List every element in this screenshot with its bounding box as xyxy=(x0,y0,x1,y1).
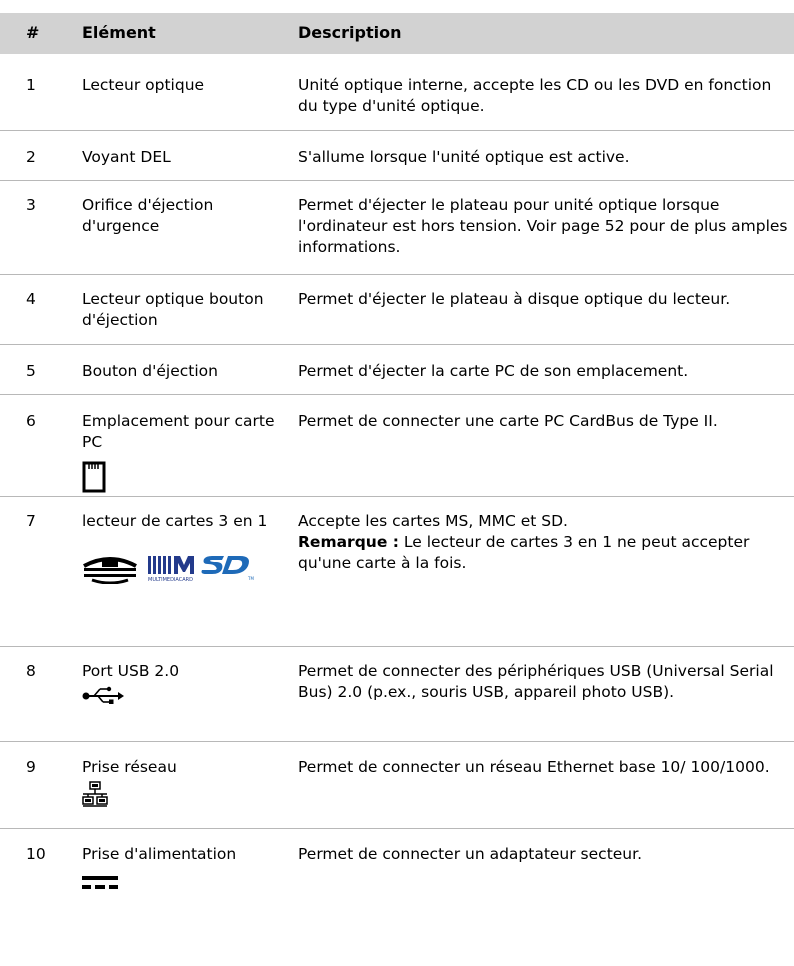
row-num: 9 xyxy=(26,758,36,776)
row-element-label: Prise réseau xyxy=(82,758,177,776)
row-num: 10 xyxy=(26,845,46,863)
row-num: 8 xyxy=(26,662,36,680)
row-element xyxy=(82,411,282,493)
pc-card-icon xyxy=(82,461,106,493)
memory-stick-logo-icon xyxy=(84,558,136,583)
row-num: 4 xyxy=(26,290,36,308)
row-element: Lecteur optique xyxy=(82,76,205,94)
row-description: Permet de connecter un réseau Ethernet base 10/ 100/1000. xyxy=(298,758,770,776)
svg-text:TM: TM xyxy=(248,576,254,581)
row-element: Orifice d'éjection d'urgence xyxy=(82,196,214,235)
row-divider xyxy=(0,646,794,647)
row-element-label: Prise d'alimentation xyxy=(82,845,237,863)
table-header xyxy=(0,13,794,54)
row-description: Permet d'éjecter le plateau pour unité optique lorsque l'ordinateur est hors tension. Voir page 52 pour de plus amples informations. xyxy=(298,196,788,256)
row-description: Permet de connecter une carte PC CardBus de Type II. xyxy=(298,412,718,430)
sd-logo-icon xyxy=(202,556,255,581)
row-element: Bouton d'éjection xyxy=(82,362,218,380)
row-description: Permet de connecter un adaptateur secteur. xyxy=(298,845,643,863)
row-description: Permet d'éjecter le plateau à disque optique du lecteur. xyxy=(298,290,731,308)
row-description: Permet de connecter des périphériques USB (Universal Serial Bus) 2.0 (p.ex., souris USB, appareil photo USB). xyxy=(298,662,774,701)
header-num: # xyxy=(26,23,40,42)
row-description: Permet d'éjecter la carte PC de son emplacement. xyxy=(298,362,689,380)
row-num: 7 xyxy=(26,512,36,530)
row-divider xyxy=(0,741,794,742)
row-num: 3 xyxy=(26,196,36,214)
row-num: 6 xyxy=(26,412,36,430)
header-description: Description xyxy=(298,23,402,42)
row-divider xyxy=(0,496,794,497)
memory-card-logos-icon xyxy=(82,550,282,584)
row-divider xyxy=(0,828,794,829)
row-element-label: Port USB 2.0 xyxy=(82,662,180,680)
row-description-text: Accepte les cartes MS, MMC et SD. xyxy=(298,512,568,530)
row-num: 2 xyxy=(26,148,36,166)
row-element: Voyant DEL xyxy=(82,148,171,166)
row-num: 5 xyxy=(26,362,36,380)
row-description xyxy=(298,511,790,574)
row-element: Lecteur optique bouton d'éjection xyxy=(82,290,264,329)
row-divider xyxy=(0,394,794,395)
row-divider xyxy=(0,130,794,131)
row-element xyxy=(82,757,282,807)
usb-icon xyxy=(82,686,124,704)
note-text: Le lecteur de cartes 3 en 1 ne peut accepter qu'une carte à la fois. xyxy=(298,533,750,572)
row-element xyxy=(82,844,282,891)
row-description: S'allume lorsque l'unité optique est active. xyxy=(298,148,630,166)
svg-text:MULTIMEDIACARD: MULTIMEDIACARD xyxy=(148,577,193,583)
network-icon xyxy=(82,781,108,807)
note-label: Remarque : xyxy=(298,533,399,551)
row-description: Unité optique interne, accepte les CD ou les DVD en fonction du type d'unité optique. xyxy=(298,76,772,115)
row-element xyxy=(82,661,282,704)
row-num: 1 xyxy=(26,76,36,94)
row-element-label: lecteur de cartes 3 en 1 xyxy=(82,512,268,530)
row-element xyxy=(82,511,282,584)
header-element: Elément xyxy=(82,23,156,42)
row-element-label: Emplacement pour carte PC xyxy=(82,412,275,451)
row-divider xyxy=(0,180,794,181)
row-divider xyxy=(0,274,794,275)
dc-power-icon xyxy=(82,875,118,891)
mmc-logo-icon xyxy=(148,556,194,583)
row-divider xyxy=(0,344,794,345)
